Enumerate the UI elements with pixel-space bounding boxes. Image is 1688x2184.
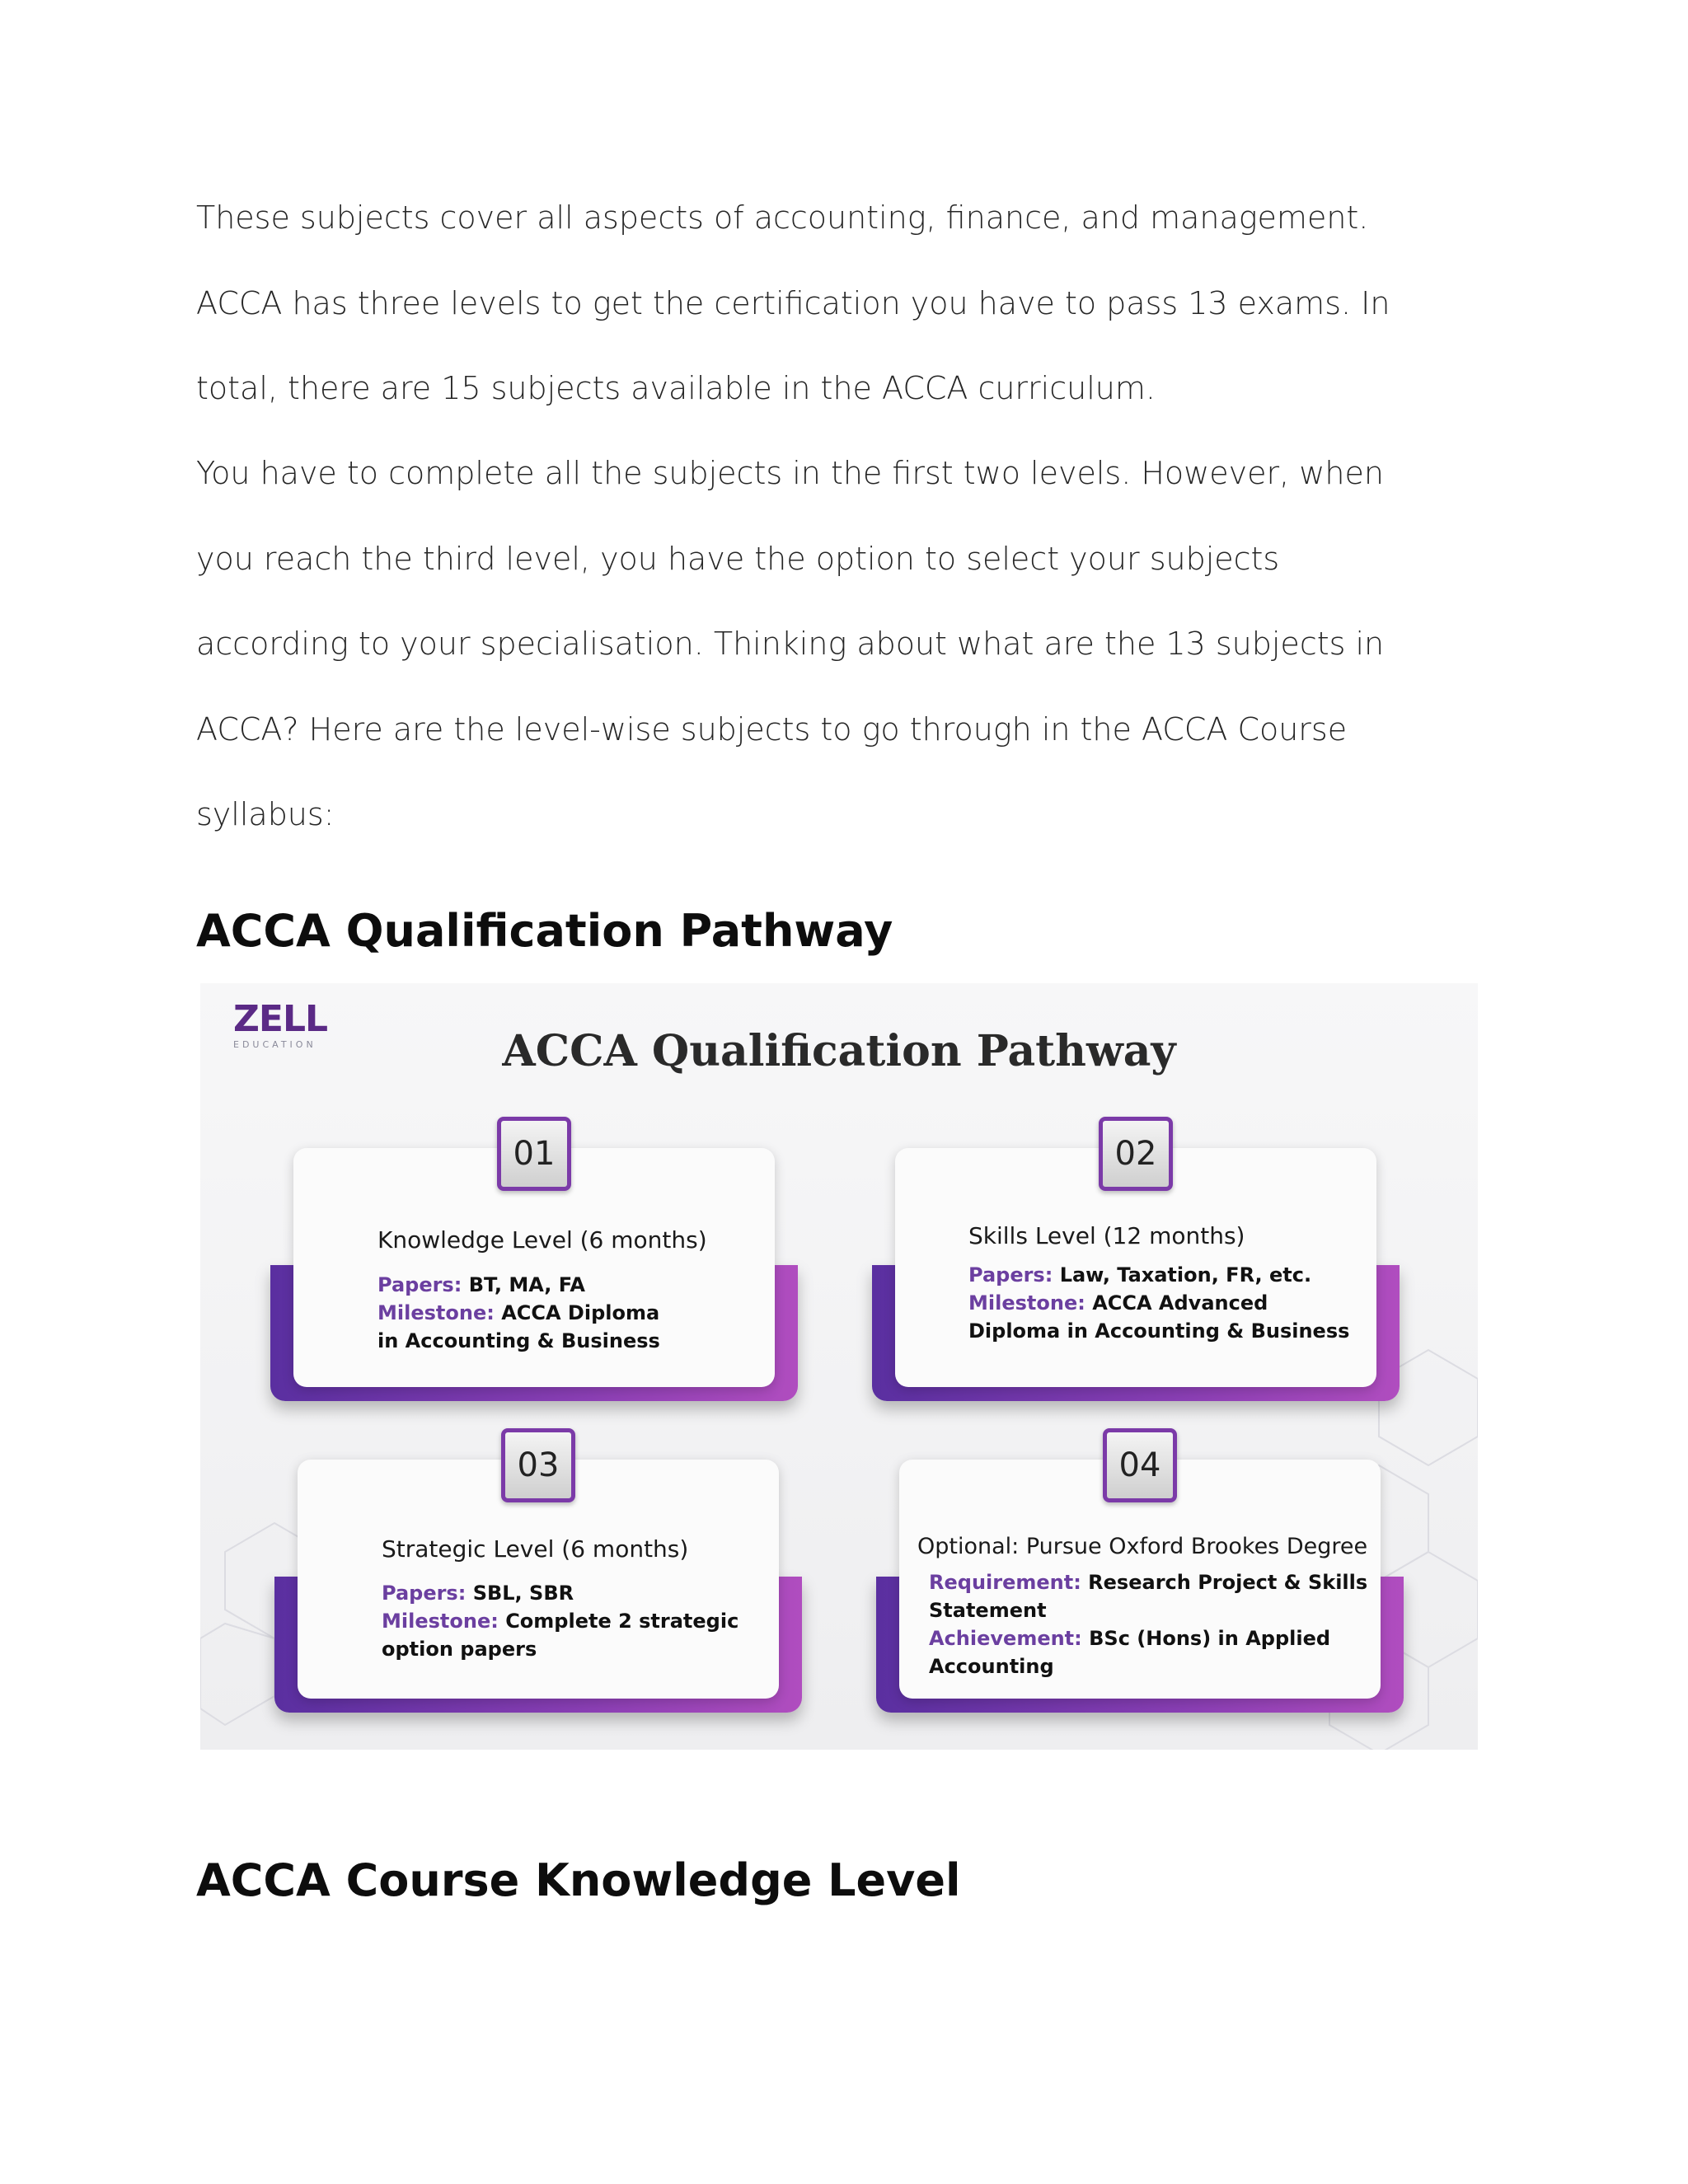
detail-label: Milestone:: [968, 1291, 1085, 1315]
detail-label: Requirement:: [929, 1571, 1081, 1594]
step-details: [382, 1579, 738, 1663]
knowledge-level-heading: ACCA Course Knowledge Level: [196, 1854, 961, 1906]
logo-subtitle: EDUCATION: [233, 1039, 316, 1050]
step-title: Optional: Pursue Oxford Brookes Degree: [917, 1534, 1368, 1559]
detail-text: Research Project & Skills: [1088, 1571, 1368, 1594]
paragraph-line: ACCA? Here are the level-wise subjects to go through in the ACCA Course: [196, 710, 1348, 748]
detail-label: Achievement:: [929, 1627, 1082, 1650]
step-title: Strategic Level (6 months): [382, 1535, 689, 1563]
infographic-title: ACCA Qualification Pathway: [502, 1026, 1176, 1076]
step-card-optional-degree: [876, 1428, 1404, 1725]
step-number-badge: 03: [501, 1428, 575, 1502]
step-card-strategic: [274, 1428, 802, 1725]
detail-text: in Accounting & Business: [377, 1329, 660, 1352]
detail-text: Diploma in Accounting & Business: [968, 1319, 1350, 1343]
pathway-heading: ACCA Qualification Pathway: [196, 905, 893, 957]
detail-text: Complete 2 strategic: [505, 1610, 739, 1633]
step-title: Knowledge Level (6 months): [377, 1226, 707, 1254]
detail-text: SBL, SBR: [472, 1582, 574, 1605]
step-card-knowledge: [270, 1117, 798, 1413]
detail-text: BT, MA, FA: [468, 1273, 585, 1296]
detail-text: ACCA Advanced: [1092, 1291, 1268, 1315]
step-number-badge: 01: [497, 1117, 571, 1191]
pathway-infographic: [200, 983, 1478, 1750]
detail-label: Papers:: [377, 1273, 462, 1296]
step-details: [377, 1271, 660, 1355]
step-number-badge: 02: [1099, 1117, 1173, 1191]
paragraph-line: You have to complete all the subjects in the first two levels. However, when: [196, 455, 1384, 491]
step-card-skills: [872, 1117, 1400, 1413]
intro-paragraph: [196, 176, 1531, 432]
detail-text: option papers: [382, 1638, 537, 1661]
paragraph-line: These subjects cover all aspects of accounting, finance, and management.: [196, 199, 1369, 236]
detail-text: ACCA Diploma: [501, 1301, 660, 1324]
step-title: Skills Level (12 months): [968, 1222, 1245, 1249]
detail-text: Accounting: [929, 1655, 1054, 1678]
paragraph-line: syllabus:: [196, 796, 335, 832]
paragraph-line: you reach the third level, you have the option to select your subjects: [196, 540, 1280, 577]
paragraph-line: ACCA has three levels to get the certification you have to pass 13 exams. In: [196, 284, 1390, 321]
detail-label: Milestone:: [377, 1301, 495, 1324]
step-number-badge: 04: [1103, 1428, 1177, 1502]
paragraph-line: according to your specialisation. Thinking about what are the 13 subjects in: [196, 626, 1385, 662]
detail-label: Papers:: [968, 1263, 1053, 1286]
detail-label: Milestone:: [382, 1610, 499, 1633]
detail-text: Statement: [929, 1599, 1047, 1622]
logo-name: ZELL: [233, 998, 328, 1040]
step-details: [929, 1568, 1367, 1680]
step-details: [968, 1261, 1349, 1345]
paragraph-line: total, there are 15 subjects available in the ACCA curriculum.: [196, 370, 1156, 406]
detail-label: Papers:: [382, 1582, 467, 1605]
detail-text: Law, Taxation, FR, etc.: [1059, 1263, 1312, 1286]
detail-text: BSc (Hons) in Applied: [1089, 1627, 1331, 1650]
second-paragraph: [196, 431, 1531, 858]
